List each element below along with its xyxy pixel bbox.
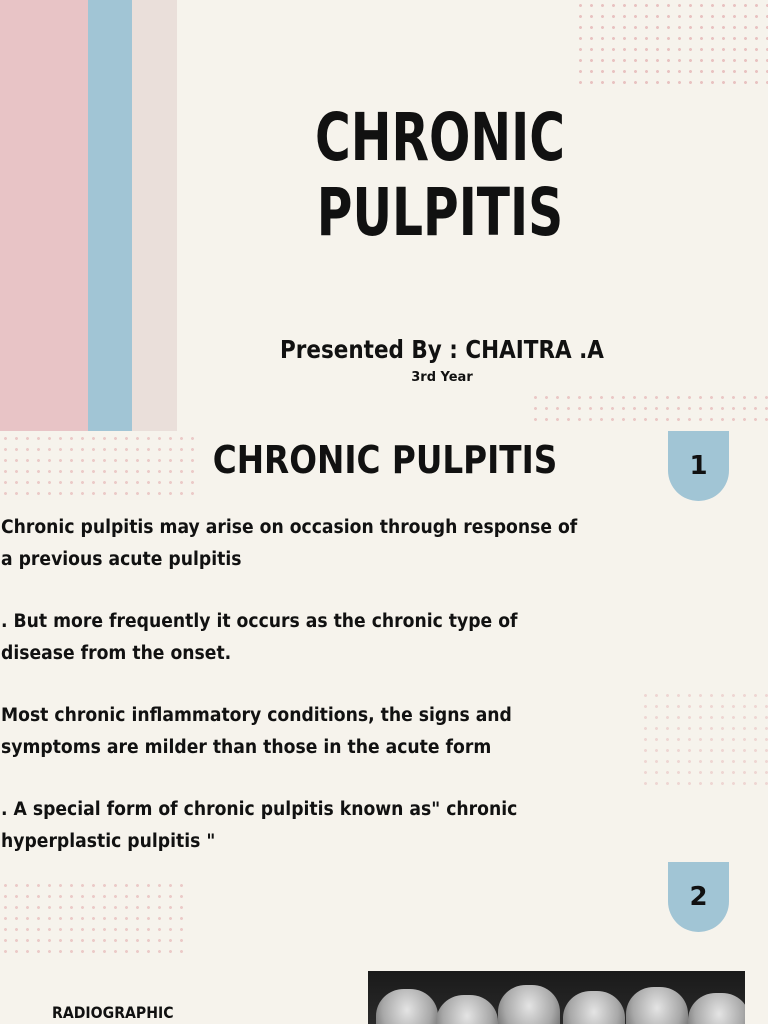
radiograph-tooth-shape — [563, 991, 625, 1024]
presenter-name: Presented By : CHAITRA .A — [280, 335, 604, 364]
decor-dot-pattern-bottom-left — [0, 880, 190, 960]
decor-stripe-beige — [132, 0, 177, 431]
radiographic-heading: RADIOGRAPHIC — [52, 1003, 174, 1022]
body-paragraph-3: Most chronic inflammatory conditions, the signs and symptoms are milder than those in the acute form — [1, 705, 512, 758]
section-heading: CHRONIC PULPITIS — [212, 438, 558, 482]
page-number-badge-2: 2 — [668, 862, 729, 932]
decor-stripe-pink — [0, 0, 88, 431]
slide-title-line-2: PULPITIS — [316, 174, 564, 251]
decor-dot-pattern-mid-right — [530, 392, 768, 428]
radiograph-tooth-shape — [436, 995, 498, 1024]
decor-dot-pattern-left — [0, 433, 200, 495]
section-body — [1, 512, 578, 888]
body-paragraph-4: . A special form of chronic pulpitis known as" chronic hyperplastic pulpitis " — [1, 799, 518, 852]
radiograph-image — [368, 971, 745, 1024]
decor-stripe-blue — [88, 0, 132, 431]
decor-dot-pattern-right — [640, 690, 768, 790]
body-paragraph-1: Chronic pulpitis may arise on occasion through response of a previous acute pulpitis — [1, 517, 578, 570]
radiograph-tooth-shape — [376, 989, 438, 1024]
slide-title-line-1: CHRONIC — [315, 99, 565, 176]
page-number-badge-1: 1 — [668, 431, 729, 501]
radiograph-tooth-shape — [626, 987, 688, 1024]
slide-title — [251, 100, 628, 250]
presenter-year: 3rd Year — [411, 370, 473, 385]
body-paragraph-2: . But more frequently it occurs as the chronic type of disease from the onset. — [1, 611, 518, 664]
radiograph-tooth-shape — [688, 993, 745, 1024]
decor-dot-pattern-top-right — [575, 0, 768, 90]
radiograph-tooth-shape — [498, 985, 560, 1024]
